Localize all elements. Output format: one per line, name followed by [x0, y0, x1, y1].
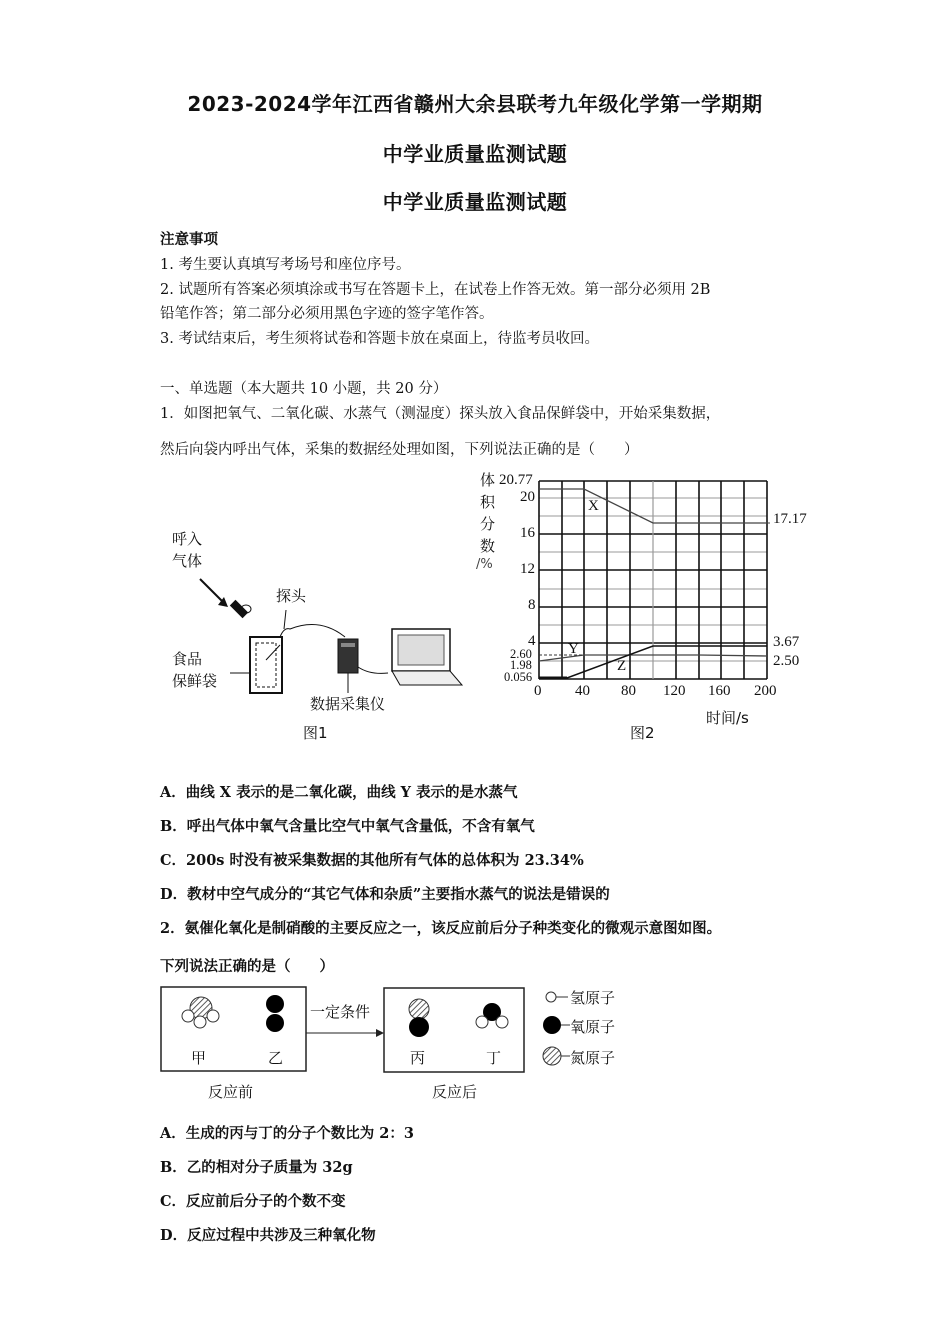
- y-axis-label: 分: [480, 515, 496, 533]
- reaction-diagram: [160, 985, 660, 1105]
- curve-label-z: Z: [617, 658, 627, 674]
- figure-1: [160, 525, 470, 755]
- y-tick: 20.77: [499, 472, 533, 488]
- q2-option-d: D．反应过程中共涉及三种氧化物: [160, 1227, 376, 1244]
- hydrogen-atom-icon: [546, 992, 556, 1002]
- q1-option-a: A．曲线 X 表示的是二氧化碳，曲线 Y 表示的是水蒸气: [160, 784, 518, 801]
- q2-stem: 2．氨催化氧化是制硝酸的主要反应之一，该反应前后分子种类变化的微观示意图如图。: [160, 920, 722, 937]
- q1-stem: 1．如图把氧气、二氧化碳、水蒸气（测湿度）探头放入食品保鲜袋中，开始采集数据，: [160, 406, 721, 422]
- q2-option-a: A．生成的丙与丁的分子个数比为 2：3: [160, 1125, 414, 1142]
- caption-before: 反应前: [208, 1083, 254, 1101]
- annotation-z-end: 3.67: [773, 634, 800, 650]
- x-tick: 80: [621, 683, 636, 699]
- notice-item: 铅笔作答；第二部分必须用黑色字迹的签字笔作答。: [160, 306, 494, 322]
- label-bag: 保鲜袋: [172, 672, 218, 690]
- molecule-label: 丙: [410, 1049, 426, 1067]
- q1-option-c: C．200s 时没有被采集数据的其他所有气体的总体积为 23.34%: [160, 852, 584, 869]
- q1-option-b: B．呼出气体中氧气含量比空气中氧气含量低，不含有氧气: [160, 818, 535, 835]
- figure-1-caption: 图1: [303, 724, 328, 742]
- figure-2-caption: 图2: [630, 724, 655, 742]
- y-axis-label: 体: [480, 471, 496, 489]
- notice-item: 3. 考试结束后，考生须将试卷和答题卡放在桌面上，待监考员收回。: [160, 331, 599, 347]
- x-tick: 200: [754, 683, 777, 699]
- x-axis-label: 时间/s: [706, 709, 749, 727]
- chart-plot-area: [470, 465, 830, 755]
- exam-title-line3: 中学业质量监测试题: [382, 190, 568, 214]
- legend-nitrogen: 氮原子: [570, 1049, 616, 1067]
- y-tick: 0.056: [504, 670, 533, 684]
- y-tick: 1.98: [510, 658, 532, 672]
- exam-title-line1: 2023-2024学年江西省赣州大余县联考九年级化学第一学期期: [187, 92, 763, 116]
- q1-stem: 然后向袋内呼出气体，采集的数据经处理如图，下列说法正确的是（ ）: [160, 442, 639, 458]
- figure-2-chart: [470, 465, 830, 755]
- molecule-label: 丁: [486, 1049, 502, 1067]
- legend-hydrogen: 氢原子: [570, 989, 616, 1007]
- q1-option-d: D．教材中空气成分的“其它气体和杂质”主要指水蒸气的说法是错误的: [160, 886, 610, 903]
- q2-stem: 下列说法正确的是（ ）: [160, 958, 334, 975]
- label-data-collector: 数据采集仪: [310, 695, 386, 713]
- x-tick: 0: [534, 683, 542, 699]
- y-tick: 2.60: [510, 647, 532, 661]
- exam-title-line2: 中学业质量监测试题: [382, 142, 568, 166]
- x-tick: 120: [663, 683, 686, 699]
- y-tick: 16: [520, 525, 535, 541]
- legend-oxygen: 氧原子: [570, 1018, 616, 1036]
- x-tick: 40: [575, 683, 590, 699]
- y-axis-label: 积: [480, 493, 496, 511]
- y-tick: 12: [520, 561, 535, 577]
- curve-label-y: Y: [568, 641, 579, 657]
- notice-item: 2. 试题所有答案必须填涂或书写在答题卡上，在试卷上作答无效。第一部分必须用 2B: [160, 282, 711, 298]
- apparatus-illustration: [160, 525, 470, 755]
- label-breath-in: 气体: [172, 552, 203, 570]
- label-bag: 食品: [172, 650, 203, 668]
- notice-item: 1. 考生要认真填写考场号和座位序号。: [160, 257, 411, 273]
- y-tick: 4: [528, 633, 536, 649]
- label-probe: 探头: [276, 587, 307, 605]
- section-heading: 一、单选题（本大题共 10 小题，共 20 分）: [160, 381, 448, 397]
- y-tick: 20: [520, 489, 535, 505]
- notice-heading: 注意事项: [160, 231, 218, 248]
- annotation-y-end: 2.50: [773, 653, 800, 669]
- y-axis-unit: /%: [476, 557, 493, 572]
- x-tick: 160: [708, 683, 731, 699]
- q2-option-c: C．反应前后分子的个数不变: [160, 1193, 346, 1210]
- curve-label-x: X: [588, 498, 599, 514]
- y-axis-label: 数: [480, 537, 496, 555]
- reaction-condition: 一定条件: [310, 1003, 371, 1021]
- molecule-label: 甲: [191, 1049, 207, 1067]
- annotation-x-end: 17.17: [773, 511, 807, 527]
- caption-after: 反应后: [432, 1083, 478, 1101]
- q2-option-b: B．乙的相对分子质量为 32g: [160, 1159, 353, 1176]
- molecule-label: 乙: [268, 1049, 284, 1067]
- label-breath-in: 呼入: [172, 530, 203, 548]
- y-tick: 8: [528, 597, 536, 613]
